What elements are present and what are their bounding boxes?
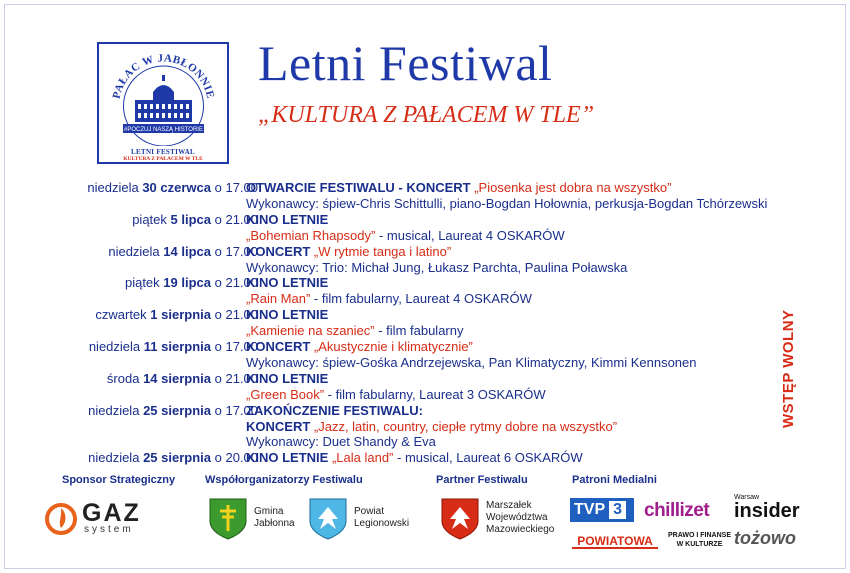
event-rest: Wykonawcy: śpiew-Chris Schittulli, piano-Bogdan Hołownia, perkusja-Bogdan Tchórzewski: [246, 195, 768, 211]
event-red: „Lala land”: [331, 450, 394, 466]
event-red: „Green Book”: [246, 386, 325, 402]
gaz-logo-text: GAZ: [82, 499, 141, 527]
event-date-value: 14 lipca: [163, 243, 211, 259]
event-line: [246, 355, 697, 370]
event-day: piątek: [132, 211, 167, 227]
sponsor-strategic-label: Sponsor Strategiczny: [62, 474, 176, 486]
event-date: [88, 403, 258, 418]
event-rest: - film fabularny: [374, 323, 464, 339]
event-line: [246, 275, 328, 290]
event-time: o 17.00: [214, 180, 258, 195]
event-date: [107, 371, 258, 386]
logo-ribbon-text: #POCZUJ NASZĄ HISTORIE: [124, 127, 203, 133]
event-line: [246, 212, 328, 227]
event-head: KONCERT: [246, 243, 314, 259]
insider-logo-top: Warsaw: [734, 494, 760, 501]
event-line: [246, 196, 767, 211]
powiat-legionowski-crest-icon: [308, 497, 348, 541]
event-red: „Bohemian Rhapsody”: [246, 227, 376, 243]
logo-festival-text: LETNI FESTIWAL: [131, 148, 195, 156]
event-rest: Wykonawcy: Duet Shandy & Eva: [246, 434, 436, 450]
event-line: [246, 244, 451, 259]
event-date-value: 25 sierpnia: [143, 450, 211, 466]
event-time: o 17.00: [214, 243, 258, 259]
event-day: niedziela: [108, 243, 160, 259]
event-red: „Piosenka jest dobra na wszystko”: [474, 180, 672, 195]
partner-label: Partner Festiwalu: [436, 474, 528, 486]
event-rest: - film fabularny, Laureat 4 OSKARÓW: [310, 291, 532, 307]
event-line: [246, 323, 464, 338]
event-time: o 21.00: [214, 211, 258, 227]
event-line: [246, 228, 565, 243]
insider-logo: insider: [734, 500, 800, 522]
event-head: KINO LETNIE: [246, 307, 329, 323]
event-time: o 21.00: [214, 307, 258, 323]
gmina-jablonna-crest-icon: [208, 497, 248, 541]
event-line: [246, 450, 583, 465]
event-red: „Kamienie na szaniec”: [246, 323, 375, 339]
powiat-legionowski-text: Powiat Legionowski: [354, 506, 410, 529]
gaz-logo-sub: system: [84, 524, 134, 535]
event-head: KINO LETNIE: [246, 450, 332, 466]
event-date: [89, 339, 258, 354]
towo-logo: tożowo: [734, 528, 796, 548]
event-red: „Rain Man”: [246, 291, 311, 307]
media-patrons-label: Patroni Medialni: [572, 474, 657, 486]
event-day: niedziela: [88, 450, 140, 466]
event-rest: - musical, Laureat 6 OSKARÓW: [393, 450, 583, 466]
chillizet-logo: chillizet: [644, 500, 710, 521]
event-date: [132, 212, 258, 227]
event-day: czwartek: [95, 307, 147, 323]
event-line: [246, 419, 617, 434]
event-date: [95, 307, 258, 322]
powiatowa-logo: POWIATOWA: [572, 533, 658, 549]
event-date: [87, 180, 258, 195]
event-rest: Wykonawcy: śpiew-Gośka Andrzejewska, Pan Klimatyczny, Kimmi Kennsonen: [246, 354, 697, 370]
event-head: ZAKOŃCZENIE FESTIWALU:: [246, 402, 423, 418]
event-day: środa: [106, 370, 140, 386]
event-date: [108, 244, 258, 259]
event-line: [246, 387, 546, 402]
page-title: Letni Festiwal: [258, 35, 553, 91]
event-date-value: 25 sierpnia: [143, 402, 211, 418]
event-line: [246, 260, 627, 275]
free-entry-label: WSTĘP WOLNY: [780, 309, 797, 428]
event-date-value: 30 czerwca: [142, 180, 211, 195]
event-line: [246, 371, 328, 386]
event-line: [246, 307, 328, 322]
event-date-value: 1 sierpnia: [150, 307, 211, 323]
event-line: [246, 339, 473, 354]
event-date: [125, 275, 258, 290]
logo-motto-text: KULTURA Z PAŁACEM W TLE: [123, 156, 203, 162]
event-date: [88, 450, 258, 465]
event-head: KONCERT: [246, 418, 314, 434]
event-line: [246, 403, 423, 418]
event-red: „W rytmie tanga i latino”: [313, 243, 452, 259]
event-time: o 21.00: [214, 275, 258, 291]
mazowsze-text: Marszałek Województwa Mazowieckiego: [486, 500, 555, 535]
event-day: niedziela: [87, 180, 139, 195]
event-red: „Jazz, latin, country, ciepłe rytmy dobre na wszystko”: [313, 418, 618, 434]
event-head: KINO LETNIE: [246, 211, 329, 227]
event-date-value: 19 lipca: [163, 275, 211, 291]
event-head: KONCERT: [246, 339, 314, 354]
event-day: niedziela: [88, 402, 140, 418]
page-subtitle: „KULTURA Z PAŁACEM W TLE”: [258, 102, 595, 128]
event-head: KINO LETNIE: [246, 275, 329, 291]
event-head: KINO LETNIE: [246, 370, 329, 386]
logo-ring-text: PAŁAC W JABŁONNIE: [110, 52, 217, 100]
event-time: o 17.00: [214, 339, 258, 354]
event-line: [246, 434, 436, 449]
event-day: piątek: [124, 275, 160, 291]
event-line: [246, 291, 532, 306]
event-day: niedziela: [88, 339, 141, 354]
event-date-value: 11 sierpnia: [143, 339, 211, 354]
mazowsze-crest-icon: [440, 497, 480, 541]
event-rest: Wykonawcy: Trio: Michał Jung, Łukasz Parchta, Paulina Poławska: [246, 259, 628, 275]
event-rest: - film fabularny, Laureat 3 OSKARÓW: [324, 386, 546, 402]
gaz-flame-icon: [44, 502, 78, 536]
event-time: o 21.00: [214, 370, 258, 386]
event-rest: - musical, Laureat 4 OSKARÓW: [375, 227, 565, 243]
coorganizers-label: Współorganizatorzy Festiwalu: [205, 474, 363, 486]
event-red: „Akustycznie i klimatycznie”: [313, 339, 473, 354]
tvp3-logo: TVP 3: [570, 498, 634, 522]
event-time: o 17.00: [214, 402, 258, 418]
event-line: [246, 180, 671, 195]
gmina-jablonna-text: Gmina Jabłonna: [254, 506, 295, 529]
palace-logo: [97, 42, 229, 164]
gaz-system-logo: [44, 500, 170, 536]
palace-badge-icon: [105, 48, 222, 146]
event-time: o 20.00: [214, 450, 258, 466]
event-date-value: 5 lipca: [170, 211, 211, 227]
event-date-value: 14 sierpnia: [143, 370, 211, 386]
prawo-i-finanse-logo: PRAWO I FINANSE W KULTURZE: [668, 532, 732, 548]
event-head: OTWARCIE FESTIWALU - KONCERT: [246, 180, 475, 195]
